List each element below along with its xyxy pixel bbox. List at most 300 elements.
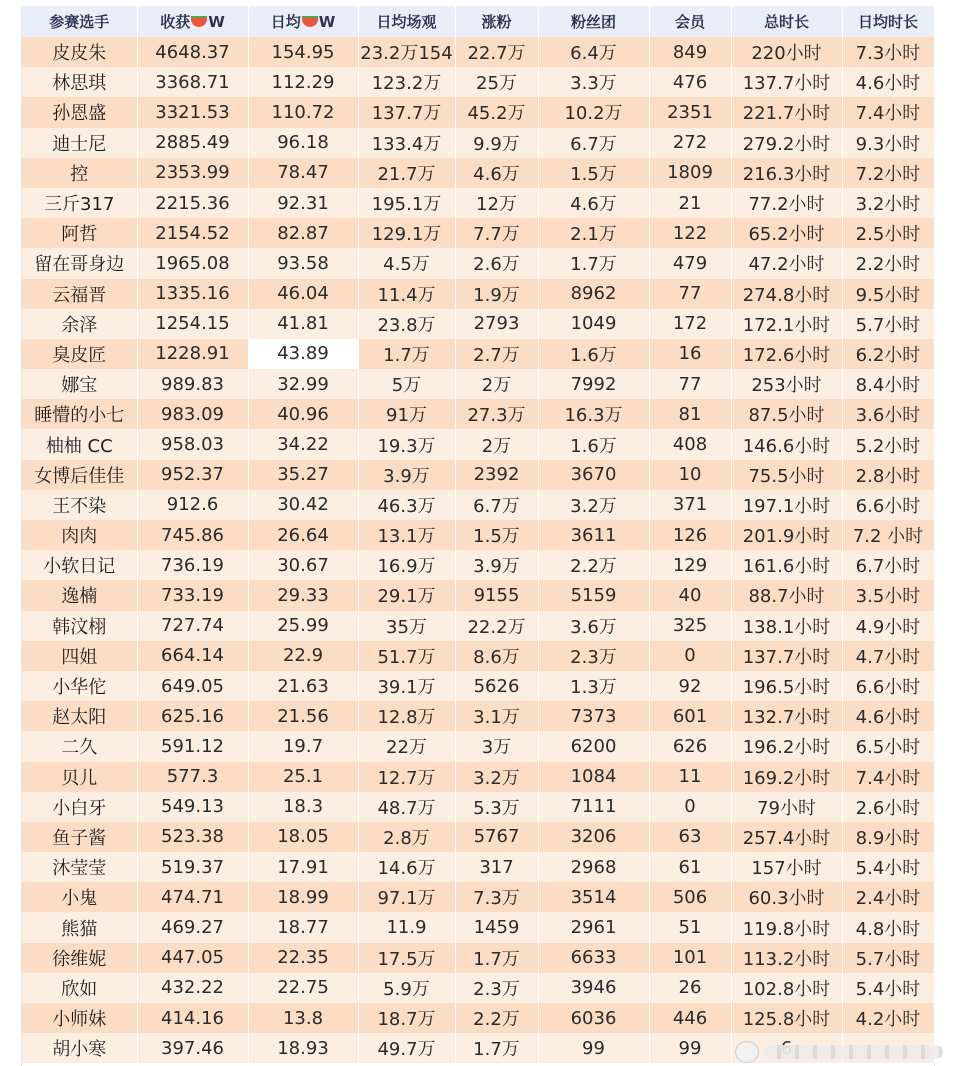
cell-daily-views: 11.9 — [358, 912, 455, 942]
cell-daily-earnings: 22.9 — [248, 641, 358, 671]
header-fan-club: 粉丝团 — [538, 6, 649, 37]
cell-daily-views: 123.2万 — [358, 67, 455, 97]
cell-follower-gain: 1459 — [455, 912, 538, 942]
cell-contestant: 熊猫 — [22, 912, 137, 942]
cell-members: 16 — [649, 339, 731, 369]
table-row — [22, 973, 934, 1003]
cell-contestant: 女博后佳佳 — [22, 460, 137, 490]
cell-members: 92 — [649, 671, 731, 701]
cell-daily-duration: 9.5小时 — [842, 279, 934, 309]
cell-follower-gain: 5626 — [455, 671, 538, 701]
cell-total-duration: 172.6小时 — [731, 339, 842, 369]
cell-follower-gain: 25万 — [455, 67, 538, 97]
table-row — [22, 128, 934, 158]
cell-members: 479 — [649, 248, 731, 278]
cell-earnings: 733.19 — [137, 580, 248, 610]
cell-daily-duration: 4.7小时 — [842, 641, 934, 671]
cell-fan-club: 3611 — [538, 520, 649, 550]
cell-contestant: 小白牙 — [22, 792, 137, 822]
cell-follower-gain: 6.7万 — [455, 490, 538, 520]
cell-total-duration: 161.6小时 — [731, 550, 842, 580]
cell-contestant: 胡小寒 — [22, 1033, 137, 1063]
cell-earnings: 3321.53 — [137, 97, 248, 127]
cell-members: 2351 — [649, 97, 731, 127]
cell-total-duration: 79小时 — [731, 792, 842, 822]
cell-fan-club: 7111 — [538, 792, 649, 822]
cell-daily-duration: 7.4小时 — [842, 97, 934, 127]
cell-total-duration: 169.2小时 — [731, 762, 842, 792]
cell-follower-gain: 2万 — [455, 369, 538, 399]
cell-daily-earnings: 96.18 — [248, 128, 358, 158]
header-earnings: 收获 W — [137, 6, 248, 37]
cell-follower-gain: 2.7万 — [455, 339, 538, 369]
cell-daily-duration: 7.2小时 — [842, 158, 934, 188]
cell-earnings: 989.83 — [137, 369, 248, 399]
cell-earnings: 958.03 — [137, 429, 248, 459]
cell-contestant: 欣如 — [22, 973, 137, 1003]
cell-total-duration: 216.3小时 — [731, 158, 842, 188]
watermark-logo-icon — [735, 1041, 759, 1063]
table-row — [22, 399, 934, 429]
cell-contestant: 逸楠 — [22, 580, 137, 610]
cell-members: 11 — [649, 762, 731, 792]
cell-daily-views: 22万 — [358, 731, 455, 761]
cell-earnings: 432.22 — [137, 973, 248, 1003]
cell-earnings: 4648.37 — [137, 37, 248, 67]
header-members: 会员 — [649, 6, 731, 37]
cell-earnings: 983.09 — [137, 399, 248, 429]
cell-daily-earnings: 21.56 — [248, 701, 358, 731]
cell-daily-earnings: 34.22 — [248, 429, 358, 459]
cell-daily-earnings: 30.67 — [248, 550, 358, 580]
cell-daily-duration: 7.3小时 — [842, 37, 934, 67]
cell-daily-earnings: 82.87 — [248, 218, 358, 248]
ranking-table-sheet — [21, 6, 935, 1066]
cell-members: 122 — [649, 218, 731, 248]
cell-members: 63 — [649, 822, 731, 852]
cell-daily-earnings: 78.47 — [248, 158, 358, 188]
header-daily-views: 日均场观 — [358, 6, 455, 37]
cell-daily-duration: 4.9小时 — [842, 611, 934, 641]
cell-total-duration: 172.1小时 — [731, 309, 842, 339]
cell-daily-duration: 5.2小时 — [842, 429, 934, 459]
cell-daily-duration: 5.4小时 — [842, 852, 934, 882]
cell-daily-earnings: 29.33 — [248, 580, 358, 610]
table-row — [22, 701, 934, 731]
cell-contestant: 睡懵的小七 — [22, 399, 137, 429]
cell-members: 26 — [649, 973, 731, 1003]
cell-daily-earnings: 18.93 — [248, 1033, 358, 1063]
cell-follower-gain: 5.3万 — [455, 792, 538, 822]
table-row — [22, 792, 934, 822]
cell-total-duration: 220小时 — [731, 37, 842, 67]
cell-contestant: 贝儿 — [22, 762, 137, 792]
cell-daily-views: 133.4万 — [358, 128, 455, 158]
cell-daily-duration: 6.2小时 — [842, 339, 934, 369]
table-row — [22, 852, 934, 882]
table-row — [22, 279, 934, 309]
cell-daily-earnings: 22.75 — [248, 973, 358, 1003]
table-row — [22, 731, 934, 761]
cell-daily-earnings: 30.42 — [248, 490, 358, 520]
cell-contestant: 小软日记 — [22, 550, 137, 580]
cell-contestant: 皮皮朱 — [22, 37, 137, 67]
cell-daily-earnings: 26.64 — [248, 520, 358, 550]
cell-daily-views: 21.7万 — [358, 158, 455, 188]
cell-fan-club: 16.3万 — [538, 399, 649, 429]
cell-total-duration: 279.2小时 — [731, 128, 842, 158]
cell-fan-club: 6.4万 — [538, 37, 649, 67]
cell-follower-gain: 5767 — [455, 822, 538, 852]
cell-earnings: 3368.71 — [137, 67, 248, 97]
cell-daily-duration: 2.6小时 — [842, 792, 934, 822]
cell-daily-views: 97.1万 — [358, 882, 455, 912]
cell-daily-earnings: 21.63 — [248, 671, 358, 701]
cell-daily-earnings: 19.7 — [248, 731, 358, 761]
cell-daily-duration: 2.8小时 — [842, 460, 934, 490]
table-row — [22, 550, 934, 580]
cell-contestant: 王不染 — [22, 490, 137, 520]
cell-earnings: 591.12 — [137, 731, 248, 761]
cell-follower-gain: 2392 — [455, 460, 538, 490]
cell-daily-duration: 6.6小时 — [842, 490, 934, 520]
table-row — [22, 641, 934, 671]
cell-fan-club: 7992 — [538, 369, 649, 399]
cell-total-duration: 196.2小时 — [731, 731, 842, 761]
cell-daily-views: 12.8万 — [358, 701, 455, 731]
cell-daily-duration: 3.5小时 — [842, 580, 934, 610]
header-daily-earnings: 日均 W — [248, 6, 358, 37]
cell-total-duration: 75.5小时 — [731, 460, 842, 490]
table-row — [22, 671, 934, 701]
cell-daily-views: 17.5万 — [358, 943, 455, 973]
cell-earnings: 1965.08 — [137, 248, 248, 278]
cell-daily-duration: 2.2小时 — [842, 248, 934, 278]
cell-daily-duration: 4.8小时 — [842, 912, 934, 942]
cell-daily-views: 129.1万 — [358, 218, 455, 248]
cell-fan-club: 1.6万 — [538, 339, 649, 369]
cell-fan-club: 99 — [538, 1033, 649, 1063]
cell-earnings: 745.86 — [137, 520, 248, 550]
cell-earnings: 736.19 — [137, 550, 248, 580]
cell-earnings: 2353.99 — [137, 158, 248, 188]
cell-follower-gain: 3.1万 — [455, 701, 538, 731]
cell-contestant: 小鬼 — [22, 882, 137, 912]
cell-daily-earnings: 18.3 — [248, 792, 358, 822]
cell-earnings: 649.05 — [137, 671, 248, 701]
cell-earnings: 523.38 — [137, 822, 248, 852]
cell-daily-earnings: 13.8 — [248, 1003, 358, 1033]
ranking-table — [22, 6, 935, 1063]
cell-daily-earnings: 25.1 — [248, 762, 358, 792]
cell-daily-views: 51.7万 — [358, 641, 455, 671]
cell-follower-gain: 1.9万 — [455, 279, 538, 309]
cell-fan-club: 2.1万 — [538, 218, 649, 248]
cell-members: 51 — [649, 912, 731, 942]
cell-follower-gain: 7.3万 — [455, 882, 538, 912]
cell-total-duration: 47.2小时 — [731, 248, 842, 278]
cell-earnings: 2885.49 — [137, 128, 248, 158]
cell-daily-duration: 9.3小时 — [842, 128, 934, 158]
cell-daily-views: 13.1万 — [358, 520, 455, 550]
table-row — [22, 1003, 934, 1033]
cell-daily-views: 19.3万 — [358, 429, 455, 459]
cell-fan-club: 6.7万 — [538, 128, 649, 158]
cell-earnings: 625.16 — [137, 701, 248, 731]
cell-daily-earnings: 17.91 — [248, 852, 358, 882]
cell-follower-gain: 9155 — [455, 580, 538, 610]
cell-follower-gain: 1.7万 — [455, 1033, 538, 1063]
cell-daily-duration: 6.7小时 — [842, 550, 934, 580]
cell-total-duration: 197.1小时 — [731, 490, 842, 520]
cell-contestant: 林思琪 — [22, 67, 137, 97]
cell-total-duration: 77.2小时 — [731, 188, 842, 218]
cell-members: 10 — [649, 460, 731, 490]
cell-follower-gain: 22.7万 — [455, 37, 538, 67]
cell-total-duration: 65.2小时 — [731, 218, 842, 248]
cell-daily-earnings: 154.95 — [248, 37, 358, 67]
cell-fan-club: 1049 — [538, 309, 649, 339]
table-row — [22, 339, 934, 369]
table-row — [22, 369, 934, 399]
cell-fan-club: 1.3万 — [538, 671, 649, 701]
cell-contestant: 余泽 — [22, 309, 137, 339]
cell-daily-views: 29.1万 — [358, 580, 455, 610]
cell-total-duration: 125.8小时 — [731, 1003, 842, 1033]
header-follower-gain: 涨粉 — [455, 6, 538, 37]
cell-follower-gain: 3万 — [455, 731, 538, 761]
cell-fan-club: 3.2万 — [538, 490, 649, 520]
cell-fan-club: 6036 — [538, 1003, 649, 1033]
cell-daily-earnings: 46.04 — [248, 279, 358, 309]
cell-daily-duration: 4.6小时 — [842, 701, 934, 731]
cell-total-duration: 88.7小时 — [731, 580, 842, 610]
cell-fan-club: 6200 — [538, 731, 649, 761]
cell-total-duration: 146.6小时 — [731, 429, 842, 459]
table-row — [22, 188, 934, 218]
cell-fan-club: 3206 — [538, 822, 649, 852]
cell-follower-gain: 1.5万 — [455, 520, 538, 550]
cell-daily-earnings: 18.99 — [248, 882, 358, 912]
cell-contestant: 阿哲 — [22, 218, 137, 248]
cell-total-duration: 253小时 — [731, 369, 842, 399]
cell-total-duration: 138.1小时 — [731, 611, 842, 641]
table-row — [22, 460, 934, 490]
cell-earnings: 1254.15 — [137, 309, 248, 339]
cell-follower-gain: 317 — [455, 852, 538, 882]
cell-fan-club: 6633 — [538, 943, 649, 973]
cell-contestant: 韩汶栩 — [22, 611, 137, 641]
cell-fan-club: 3.6万 — [538, 611, 649, 641]
cell-members: 129 — [649, 550, 731, 580]
cell-total-duration: 137.7小时 — [731, 67, 842, 97]
cell-daily-duration: 6.6小时 — [842, 671, 934, 701]
cell-members: 371 — [649, 490, 731, 520]
cell-contestant: 控 — [22, 158, 137, 188]
cell-members: 1809 — [649, 158, 731, 188]
cell-contestant: 四姐 — [22, 641, 137, 671]
cell-earnings: 469.27 — [137, 912, 248, 942]
cell-daily-views: 11.4万 — [358, 279, 455, 309]
cell-daily-duration: 3.2小时 — [842, 188, 934, 218]
cell-daily-earnings: 25.99 — [248, 611, 358, 641]
table-row — [22, 822, 934, 852]
cell-daily-earnings: 41.81 — [248, 309, 358, 339]
cell-daily-views: 137.7万 — [358, 97, 455, 127]
cell-fan-club: 1.6万 — [538, 429, 649, 459]
cell-fan-club: 1.7万 — [538, 248, 649, 278]
cell-earnings: 414.16 — [137, 1003, 248, 1033]
cell-earnings: 474.71 — [137, 882, 248, 912]
watermelon-icon — [191, 16, 207, 27]
table-row — [22, 309, 934, 339]
cell-earnings: 549.13 — [137, 792, 248, 822]
cell-members: 81 — [649, 399, 731, 429]
watermelon-icon — [302, 16, 318, 27]
cell-members: 849 — [649, 37, 731, 67]
cell-members: 408 — [649, 429, 731, 459]
cell-fan-club: 4.6万 — [538, 188, 649, 218]
cell-members: 476 — [649, 67, 731, 97]
table-row — [22, 97, 934, 127]
cell-daily-earnings: 18.77 — [248, 912, 358, 942]
table-row — [22, 912, 934, 942]
cell-daily-earnings: 22.35 — [248, 943, 358, 973]
table-row — [22, 882, 934, 912]
cell-daily-duration: 7.2 小时 — [842, 520, 934, 550]
cell-earnings: 397.46 — [137, 1033, 248, 1063]
cell-daily-duration: 2.4小时 — [842, 882, 934, 912]
table-row — [22, 520, 934, 550]
cell-total-duration: 221.7小时 — [731, 97, 842, 127]
cell-follower-gain: 4.6万 — [455, 158, 538, 188]
cell-fan-club: 1084 — [538, 762, 649, 792]
cell-follower-gain: 27.3万 — [455, 399, 538, 429]
cell-contestant: 三斤317 — [22, 188, 137, 218]
cell-fan-club: 2.3万 — [538, 641, 649, 671]
cell-contestant: 臭皮匠 — [22, 339, 137, 369]
cell-contestant: 小师妹 — [22, 1003, 137, 1033]
cell-follower-gain: 2793 — [455, 309, 538, 339]
cell-earnings: 2154.52 — [137, 218, 248, 248]
cell-daily-views: 16.9万 — [358, 550, 455, 580]
cell-total-duration: 137.7小时 — [731, 641, 842, 671]
cell-total-duration: 119.8小时 — [731, 912, 842, 942]
cell-follower-gain: 7.7万 — [455, 218, 538, 248]
cell-earnings: 952.37 — [137, 460, 248, 490]
cell-daily-duration: 5.7小时 — [842, 943, 934, 973]
cell-members: 0 — [649, 641, 731, 671]
cell-contestant: 徐维妮 — [22, 943, 137, 973]
cell-contestant: 沐莹莹 — [22, 852, 137, 882]
cell-total-duration: 157小时 — [731, 852, 842, 882]
cell-contestant: 留在哥身边 — [22, 248, 137, 278]
cell-daily-views: 2.8万 — [358, 822, 455, 852]
cell-earnings: 519.37 — [137, 852, 248, 882]
cell-daily-views: 23.2万154 — [358, 37, 455, 67]
cell-members: 325 — [649, 611, 731, 641]
cell-fan-club: 2.2万 — [538, 550, 649, 580]
cell-daily-earnings: 32.99 — [248, 369, 358, 399]
cell-fan-club: 1.5万 — [538, 158, 649, 188]
cell-daily-views: 18.7万 — [358, 1003, 455, 1033]
table-row — [22, 762, 934, 792]
cell-members: 126 — [649, 520, 731, 550]
cell-members: 272 — [649, 128, 731, 158]
cell-daily-views: 5.9万 — [358, 973, 455, 1003]
cell-follower-gain: 9.9万 — [455, 128, 538, 158]
cell-daily-duration: 5.4小时 — [842, 973, 934, 1003]
cell-members: 506 — [649, 882, 731, 912]
cell-members: 446 — [649, 1003, 731, 1033]
cell-follower-gain: 2.3万 — [455, 973, 538, 1003]
cell-total-duration: 196.5小时 — [731, 671, 842, 701]
cell-daily-duration: 4.6小时 — [842, 67, 934, 97]
table-row — [22, 248, 934, 278]
cell-members: 101 — [649, 943, 731, 973]
cell-daily-views: 5万 — [358, 369, 455, 399]
table-row — [22, 580, 934, 610]
cell-daily-views: 48.7万 — [358, 792, 455, 822]
cell-contestant: 二久 — [22, 731, 137, 761]
cell-members: 601 — [649, 701, 731, 731]
cell-earnings: 1228.91 — [137, 339, 248, 369]
cell-total-duration: 132.7小时 — [731, 701, 842, 731]
cell-fan-club: 2968 — [538, 852, 649, 882]
cell-contestant: 鱼子酱 — [22, 822, 137, 852]
cell-earnings: 912.6 — [137, 490, 248, 520]
cell-contestant: 小华佗 — [22, 671, 137, 701]
cell-daily-earnings: 18.05 — [248, 822, 358, 852]
cell-members: 61 — [649, 852, 731, 882]
cell-members: 0 — [649, 792, 731, 822]
cell-daily-duration: 8.4小时 — [842, 369, 934, 399]
cell-members: 626 — [649, 731, 731, 761]
cell-contestant: 迪士尼 — [22, 128, 137, 158]
cell-daily-views: 4.5万 — [358, 248, 455, 278]
cell-follower-gain: 3.2万 — [455, 762, 538, 792]
cell-follower-gain: 1.7万 — [455, 943, 538, 973]
table-row — [22, 490, 934, 520]
cell-total-duration: 274.8小时 — [731, 279, 842, 309]
table-row — [22, 67, 934, 97]
cell-members: 77 — [649, 279, 731, 309]
cell-members: 77 — [649, 369, 731, 399]
cell-members: 21 — [649, 188, 731, 218]
cell-contestant: 肉肉 — [22, 520, 137, 550]
cell-follower-gain: 2.2万 — [455, 1003, 538, 1033]
cell-earnings: 577.3 — [137, 762, 248, 792]
cell-total-duration: 60.3小时 — [731, 882, 842, 912]
cell-daily-duration: 7.4小时 — [842, 762, 934, 792]
cell-fan-club: 3670 — [538, 460, 649, 490]
cell-contestant: 柚柚 CC — [22, 429, 137, 459]
cell-daily-views: 14.6万 — [358, 852, 455, 882]
cell-daily-views: 195.1万 — [358, 188, 455, 218]
cell-daily-views: 12.7万 — [358, 762, 455, 792]
cell-daily-views: 39.1万 — [358, 671, 455, 701]
watermark-text — [763, 1045, 943, 1059]
cell-contestant: 云福晋 — [22, 279, 137, 309]
table-header-row — [22, 6, 934, 37]
cell-daily-duration: 5.7小时 — [842, 309, 934, 339]
cell-earnings: 664.14 — [137, 641, 248, 671]
cell-total-duration: 201.9小时 — [731, 520, 842, 550]
cell-earnings: 2215.36 — [137, 188, 248, 218]
cell-contestant: 娜宝 — [22, 369, 137, 399]
cell-members: 172 — [649, 309, 731, 339]
cell-daily-duration: 3.6小时 — [842, 399, 934, 429]
